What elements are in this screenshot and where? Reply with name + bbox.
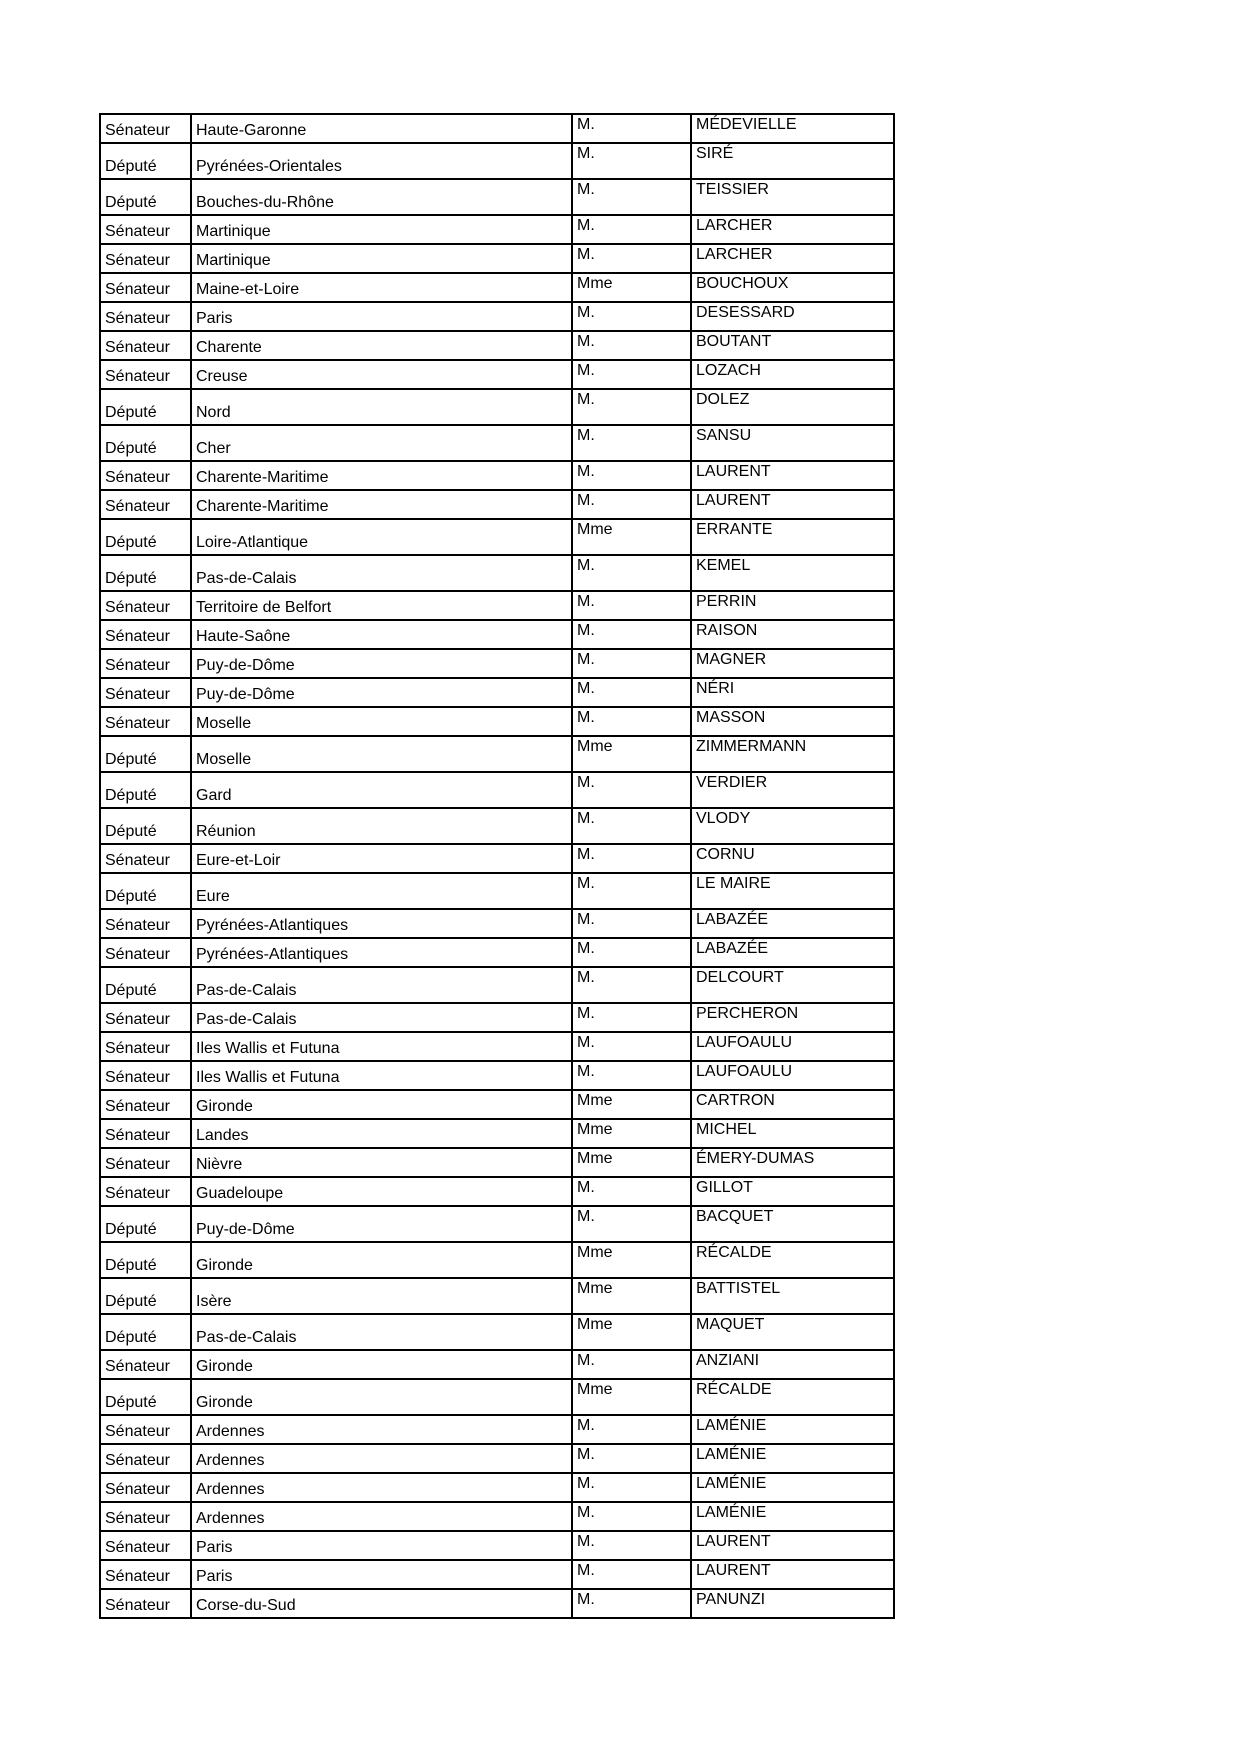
cell-role: Sénateur — [100, 244, 191, 273]
cell-civilite: M. — [572, 1589, 691, 1618]
cell-role: Député — [100, 179, 191, 215]
cell-role: Député — [100, 519, 191, 555]
cell-circonscription: Pas-de-Calais — [191, 967, 572, 1003]
table-row — [100, 873, 894, 909]
cell-circonscription: Paris — [191, 1531, 572, 1560]
table-row — [100, 1444, 894, 1473]
cell-nom: GILLOT — [691, 1177, 894, 1206]
cell-civilite: Mme — [572, 1119, 691, 1148]
cell-circonscription: Gard — [191, 772, 572, 808]
cell-role: Sénateur — [100, 1444, 191, 1473]
cell-role: Député — [100, 1314, 191, 1350]
table-row — [100, 1473, 894, 1502]
cell-civilite: M. — [572, 591, 691, 620]
cell-role: Sénateur — [100, 331, 191, 360]
table-row — [100, 844, 894, 873]
cell-nom: LAUFOAULU — [691, 1032, 894, 1061]
cell-circonscription: Nièvre — [191, 1148, 572, 1177]
cell-circonscription: Charente — [191, 331, 572, 360]
cell-civilite: Mme — [572, 1278, 691, 1314]
cell-role: Sénateur — [100, 461, 191, 490]
cell-civilite: M. — [572, 909, 691, 938]
table-row — [100, 1148, 894, 1177]
cell-role: Sénateur — [100, 1177, 191, 1206]
cell-circonscription: Martinique — [191, 215, 572, 244]
cell-nom: BOUTANT — [691, 331, 894, 360]
cell-civilite: M. — [572, 1177, 691, 1206]
table-row — [100, 678, 894, 707]
cell-role: Sénateur — [100, 620, 191, 649]
table-row — [100, 1003, 894, 1032]
cell-role: Député — [100, 736, 191, 772]
cell-civilite: M. — [572, 244, 691, 273]
cell-nom: BATTISTEL — [691, 1278, 894, 1314]
cell-civilite: M. — [572, 114, 691, 143]
cell-nom: ÉMERY-DUMAS — [691, 1148, 894, 1177]
cell-civilite: M. — [572, 967, 691, 1003]
cell-nom: LAMÉNIE — [691, 1415, 894, 1444]
cell-nom: CARTRON — [691, 1090, 894, 1119]
table-row — [100, 490, 894, 519]
cell-circonscription: Pyrénées-Atlantiques — [191, 909, 572, 938]
cell-civilite: M. — [572, 389, 691, 425]
cell-civilite: M. — [572, 678, 691, 707]
cell-role: Sénateur — [100, 938, 191, 967]
cell-role: Sénateur — [100, 649, 191, 678]
cell-civilite: M. — [572, 1444, 691, 1473]
cell-role: Sénateur — [100, 360, 191, 389]
cell-civilite: Mme — [572, 1090, 691, 1119]
cell-nom: LAUFOAULU — [691, 1061, 894, 1090]
cell-nom: MÉDEVIELLE — [691, 114, 894, 143]
cell-nom: LE MAIRE — [691, 873, 894, 909]
cell-civilite: M. — [572, 302, 691, 331]
table-row — [100, 331, 894, 360]
cell-civilite: M. — [572, 215, 691, 244]
cell-civilite: M. — [572, 490, 691, 519]
cell-nom: LAMÉNIE — [691, 1502, 894, 1531]
cell-role: Sénateur — [100, 273, 191, 302]
cell-circonscription: Gironde — [191, 1350, 572, 1379]
cell-nom: BACQUET — [691, 1206, 894, 1242]
cell-circonscription: Iles Wallis et Futuna — [191, 1032, 572, 1061]
cell-circonscription: Ardennes — [191, 1444, 572, 1473]
cell-nom: LAURENT — [691, 490, 894, 519]
cell-role: Sénateur — [100, 844, 191, 873]
cell-nom: BOUCHOUX — [691, 273, 894, 302]
cell-circonscription: Martinique — [191, 244, 572, 273]
cell-circonscription: Pas-de-Calais — [191, 1314, 572, 1350]
cell-circonscription: Isère — [191, 1278, 572, 1314]
cell-civilite: M. — [572, 873, 691, 909]
cell-civilite: M. — [572, 620, 691, 649]
cell-circonscription: Eure-et-Loir — [191, 844, 572, 873]
cell-civilite: M. — [572, 1206, 691, 1242]
table-row — [100, 620, 894, 649]
cell-role: Député — [100, 425, 191, 461]
cell-circonscription: Puy-de-Dôme — [191, 678, 572, 707]
table-row — [100, 1589, 894, 1618]
cell-circonscription: Pas-de-Calais — [191, 1003, 572, 1032]
cell-circonscription: Ardennes — [191, 1502, 572, 1531]
cell-civilite: Mme — [572, 1314, 691, 1350]
cell-civilite: Mme — [572, 1242, 691, 1278]
cell-circonscription: Iles Wallis et Futuna — [191, 1061, 572, 1090]
cell-civilite: Mme — [572, 1148, 691, 1177]
cell-circonscription: Pas-de-Calais — [191, 555, 572, 591]
table-row — [100, 808, 894, 844]
table-row — [100, 1531, 894, 1560]
cell-circonscription: Charente-Maritime — [191, 461, 572, 490]
cell-circonscription: Réunion — [191, 808, 572, 844]
cell-circonscription: Gironde — [191, 1379, 572, 1415]
cell-circonscription: Cher — [191, 425, 572, 461]
cell-circonscription: Territoire de Belfort — [191, 591, 572, 620]
cell-civilite: Mme — [572, 273, 691, 302]
cell-nom: LAURENT — [691, 1531, 894, 1560]
cell-nom: RÉCALDE — [691, 1379, 894, 1415]
cell-role: Sénateur — [100, 1589, 191, 1618]
cell-circonscription: Paris — [191, 302, 572, 331]
cell-role: Député — [100, 1278, 191, 1314]
cell-circonscription: Haute-Garonne — [191, 114, 572, 143]
cell-civilite: M. — [572, 1032, 691, 1061]
table-row — [100, 389, 894, 425]
cell-nom: LARCHER — [691, 244, 894, 273]
table-row — [100, 179, 894, 215]
cell-role: Député — [100, 1242, 191, 1278]
table-row — [100, 519, 894, 555]
cell-circonscription: Ardennes — [191, 1473, 572, 1502]
cell-nom: LABAZÉE — [691, 909, 894, 938]
cell-nom: DELCOURT — [691, 967, 894, 1003]
cell-nom: PANUNZI — [691, 1589, 894, 1618]
table-row — [100, 736, 894, 772]
cell-circonscription: Guadeloupe — [191, 1177, 572, 1206]
table-row — [100, 360, 894, 389]
table-row — [100, 1061, 894, 1090]
table-row — [100, 1119, 894, 1148]
cell-role: Sénateur — [100, 1531, 191, 1560]
cell-role: Député — [100, 1206, 191, 1242]
cell-nom: NÉRI — [691, 678, 894, 707]
cell-nom: ANZIANI — [691, 1350, 894, 1379]
cell-role: Sénateur — [100, 114, 191, 143]
cell-circonscription: Moselle — [191, 736, 572, 772]
cell-circonscription: Creuse — [191, 360, 572, 389]
cell-role: Sénateur — [100, 1350, 191, 1379]
cell-nom: CORNU — [691, 844, 894, 873]
cell-role: Député — [100, 555, 191, 591]
cell-role: Député — [100, 808, 191, 844]
cell-role: Sénateur — [100, 302, 191, 331]
table-row — [100, 938, 894, 967]
table-row — [100, 1090, 894, 1119]
cell-civilite: M. — [572, 649, 691, 678]
table-row — [100, 772, 894, 808]
table-row — [100, 273, 894, 302]
cell-role: Sénateur — [100, 1415, 191, 1444]
cell-nom: MASSON — [691, 707, 894, 736]
cell-civilite: M. — [572, 808, 691, 844]
cell-circonscription: Paris — [191, 1560, 572, 1589]
cell-circonscription: Landes — [191, 1119, 572, 1148]
cell-civilite: M. — [572, 707, 691, 736]
table-body — [100, 114, 894, 1618]
table-row — [100, 707, 894, 736]
cell-role: Député — [100, 143, 191, 179]
parliamentarians-table — [99, 113, 895, 1619]
cell-role: Député — [100, 1379, 191, 1415]
cell-role: Sénateur — [100, 1502, 191, 1531]
cell-civilite: M. — [572, 425, 691, 461]
table-row — [100, 244, 894, 273]
table-row — [100, 909, 894, 938]
cell-nom: LAURENT — [691, 1560, 894, 1589]
cell-role: Sénateur — [100, 1061, 191, 1090]
table-row — [100, 1350, 894, 1379]
table-row — [100, 1206, 894, 1242]
cell-circonscription: Moselle — [191, 707, 572, 736]
cell-circonscription: Maine-et-Loire — [191, 273, 572, 302]
cell-nom: MICHEL — [691, 1119, 894, 1148]
cell-nom: PERCHERON — [691, 1003, 894, 1032]
cell-circonscription: Ardennes — [191, 1415, 572, 1444]
cell-circonscription: Puy-de-Dôme — [191, 1206, 572, 1242]
cell-nom: VLODY — [691, 808, 894, 844]
cell-role: Sénateur — [100, 1148, 191, 1177]
cell-civilite: M. — [572, 1531, 691, 1560]
cell-civilite: M. — [572, 331, 691, 360]
table-row — [100, 1415, 894, 1444]
table-row — [100, 114, 894, 143]
cell-role: Député — [100, 873, 191, 909]
cell-civilite: M. — [572, 844, 691, 873]
cell-civilite: Mme — [572, 736, 691, 772]
cell-role: Sénateur — [100, 678, 191, 707]
cell-role: Sénateur — [100, 591, 191, 620]
cell-civilite: M. — [572, 555, 691, 591]
cell-nom: LARCHER — [691, 215, 894, 244]
cell-circonscription: Gironde — [191, 1090, 572, 1119]
cell-nom: SANSU — [691, 425, 894, 461]
cell-circonscription: Bouches-du-Rhône — [191, 179, 572, 215]
cell-civilite: Mme — [572, 519, 691, 555]
cell-circonscription: Charente-Maritime — [191, 490, 572, 519]
cell-role: Député — [100, 389, 191, 425]
cell-circonscription: Eure — [191, 873, 572, 909]
cell-civilite: M. — [572, 1415, 691, 1444]
cell-role: Sénateur — [100, 1119, 191, 1148]
table-row — [100, 1379, 894, 1415]
cell-civilite: M. — [572, 1502, 691, 1531]
cell-nom: LABAZÉE — [691, 938, 894, 967]
cell-nom: VERDIER — [691, 772, 894, 808]
cell-nom: PERRIN — [691, 591, 894, 620]
cell-nom: MAGNER — [691, 649, 894, 678]
cell-civilite: M. — [572, 360, 691, 389]
table-row — [100, 591, 894, 620]
cell-role: Sénateur — [100, 1473, 191, 1502]
cell-nom: ZIMMERMANN — [691, 736, 894, 772]
cell-civilite: M. — [572, 143, 691, 179]
cell-nom: KEMEL — [691, 555, 894, 591]
cell-circonscription: Corse-du-Sud — [191, 1589, 572, 1618]
cell-nom: TEISSIER — [691, 179, 894, 215]
table-row — [100, 649, 894, 678]
table-row — [100, 1314, 894, 1350]
cell-nom: RÉCALDE — [691, 1242, 894, 1278]
cell-circonscription: Nord — [191, 389, 572, 425]
table-row — [100, 1177, 894, 1206]
cell-circonscription: Pyrénées-Orientales — [191, 143, 572, 179]
cell-nom: LAMÉNIE — [691, 1473, 894, 1502]
cell-civilite: Mme — [572, 1379, 691, 1415]
cell-civilite: M. — [572, 179, 691, 215]
cell-role: Sénateur — [100, 1003, 191, 1032]
cell-role: Sénateur — [100, 1032, 191, 1061]
cell-nom: DOLEZ — [691, 389, 894, 425]
table-row — [100, 555, 894, 591]
table-row — [100, 143, 894, 179]
table-row — [100, 425, 894, 461]
cell-circonscription: Haute-Saône — [191, 620, 572, 649]
cell-civilite: M. — [572, 938, 691, 967]
cell-nom: LAMÉNIE — [691, 1444, 894, 1473]
cell-civilite: M. — [572, 1560, 691, 1589]
table-row — [100, 215, 894, 244]
cell-role: Sénateur — [100, 490, 191, 519]
cell-role: Sénateur — [100, 215, 191, 244]
table-row — [100, 1032, 894, 1061]
table-row — [100, 302, 894, 331]
cell-circonscription: Gironde — [191, 1242, 572, 1278]
cell-role: Sénateur — [100, 1090, 191, 1119]
cell-nom: SIRÉ — [691, 143, 894, 179]
cell-circonscription: Puy-de-Dôme — [191, 649, 572, 678]
table-row — [100, 1278, 894, 1314]
cell-civilite: M. — [572, 1473, 691, 1502]
cell-role: Sénateur — [100, 707, 191, 736]
cell-nom: RAISON — [691, 620, 894, 649]
cell-civilite: M. — [572, 1350, 691, 1379]
cell-circonscription: Pyrénées-Atlantiques — [191, 938, 572, 967]
cell-role: Sénateur — [100, 1560, 191, 1589]
cell-role: Député — [100, 967, 191, 1003]
cell-civilite: M. — [572, 1061, 691, 1090]
cell-nom: ERRANTE — [691, 519, 894, 555]
cell-civilite: M. — [572, 461, 691, 490]
table-row — [100, 1560, 894, 1589]
cell-nom: LAURENT — [691, 461, 894, 490]
cell-circonscription: Loire-Atlantique — [191, 519, 572, 555]
cell-civilite: M. — [572, 1003, 691, 1032]
cell-role: Député — [100, 772, 191, 808]
table-row — [100, 967, 894, 1003]
table-row — [100, 1242, 894, 1278]
cell-role: Sénateur — [100, 909, 191, 938]
table-row — [100, 461, 894, 490]
cell-civilite: M. — [572, 772, 691, 808]
table-row — [100, 1502, 894, 1531]
cell-nom: MAQUET — [691, 1314, 894, 1350]
cell-nom: LOZACH — [691, 360, 894, 389]
cell-nom: DESESSARD — [691, 302, 894, 331]
